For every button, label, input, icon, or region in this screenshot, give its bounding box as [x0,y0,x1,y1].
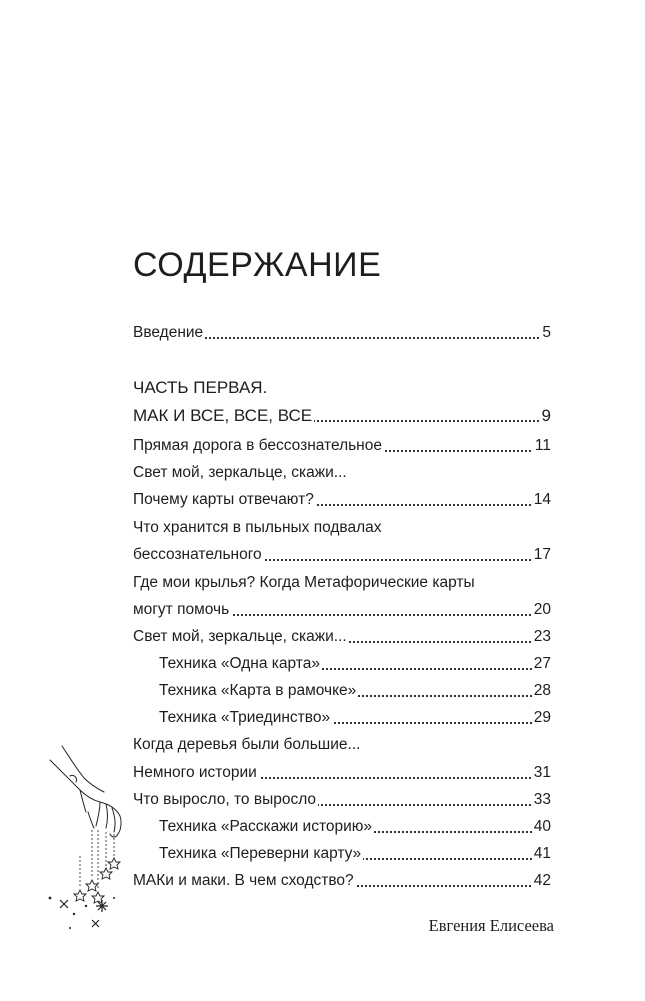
toc-subentry[interactable] [159,707,551,729]
toc-entry-page: 17 [532,544,551,566]
toc-entry-title: Свет мой, зеркальце, скажи... [133,626,349,648]
toc-entry[interactable] [133,405,551,427]
toc-entry-page: 27 [532,653,551,675]
toc-entry-page: 11 [533,435,551,457]
toc-entry-title: Техника «Расскажи историю» [159,816,374,838]
toc-entry[interactable] [133,489,551,511]
toc-entry[interactable] [133,517,551,539]
toc-entry[interactable] [133,544,551,566]
toc-entry-page: 28 [532,680,551,702]
toc-subentry[interactable] [159,843,551,865]
toc-entry-page: 42 [532,870,551,892]
toc-entry-page: 9 [541,406,551,425]
toc-entry-page: 23 [532,626,551,648]
toc-entry-title: Техника «Триединство» [159,707,332,729]
toc-entry-title: Где мои крылья? Когда Метафорические карты [133,572,477,594]
toc-entry[interactable] [133,870,551,892]
toc-entry-page: 5 [540,322,551,344]
hand-with-hanging-stars-icon [40,738,135,943]
toc-entry-title: Введение [133,322,205,344]
toc-entry-page: 20 [532,599,551,621]
toc-entry[interactable] [133,789,551,811]
toc-entry-title: Свет мой, зеркальце, скажи... [133,462,349,484]
toc-subentry[interactable] [159,816,551,838]
toc-entry-title: МАК И ВСЕ, ВСЕ, ВСЕ [133,406,313,425]
toc-entry-title: могут помочь [133,599,231,621]
page-title: СОДЕРЖАНИЕ [133,246,382,284]
toc-entry[interactable] [133,572,551,594]
toc-entry-title: Техника «Карта в рамочке» [159,680,358,702]
toc-entry-title: Прямая дорога в бессознательное [133,435,384,457]
toc-entry-page: 40 [532,816,551,838]
toc-entry[interactable] [133,762,551,784]
toc-entry-page: 41 [532,843,551,865]
toc-entry-title: бессознательного [133,544,264,566]
toc-entry-page: 33 [532,789,551,811]
author-name: Евгения Елисеева [428,916,554,935]
toc-entry[interactable] [133,462,551,484]
toc-entry-page: 29 [532,707,551,729]
toc-entry-title: Что хранится в пыльных подвалах [133,517,384,539]
toc-entry[interactable] [133,435,551,457]
toc-entry-title: Что выросло, то выросло [133,789,318,811]
toc-entry-title: МАКи и маки. В чем сходство? [133,870,356,892]
toc-part-heading [133,377,551,399]
toc-subentry[interactable] [159,653,551,675]
toc-entry-title: ЧАСТЬ ПЕРВАЯ. [133,378,268,397]
toc-entry-page: 14 [532,489,551,511]
toc-entry-title: Техника «Одна карта» [159,653,322,675]
toc-entry-title: Когда деревья были большие... [133,734,362,756]
toc-subentry[interactable] [159,680,551,702]
toc-entry[interactable] [133,734,551,756]
toc-entry[interactable] [133,626,551,648]
toc-entry[interactable] [133,599,551,621]
toc-entry-title: Почему карты отвечают? [133,489,316,511]
toc-entry[interactable] [133,322,551,344]
toc-entry-title: Техника «Переверни карту» [159,843,363,865]
toc-entry-title: Немного истории [133,762,259,784]
toc-entry-page: 31 [532,762,551,784]
